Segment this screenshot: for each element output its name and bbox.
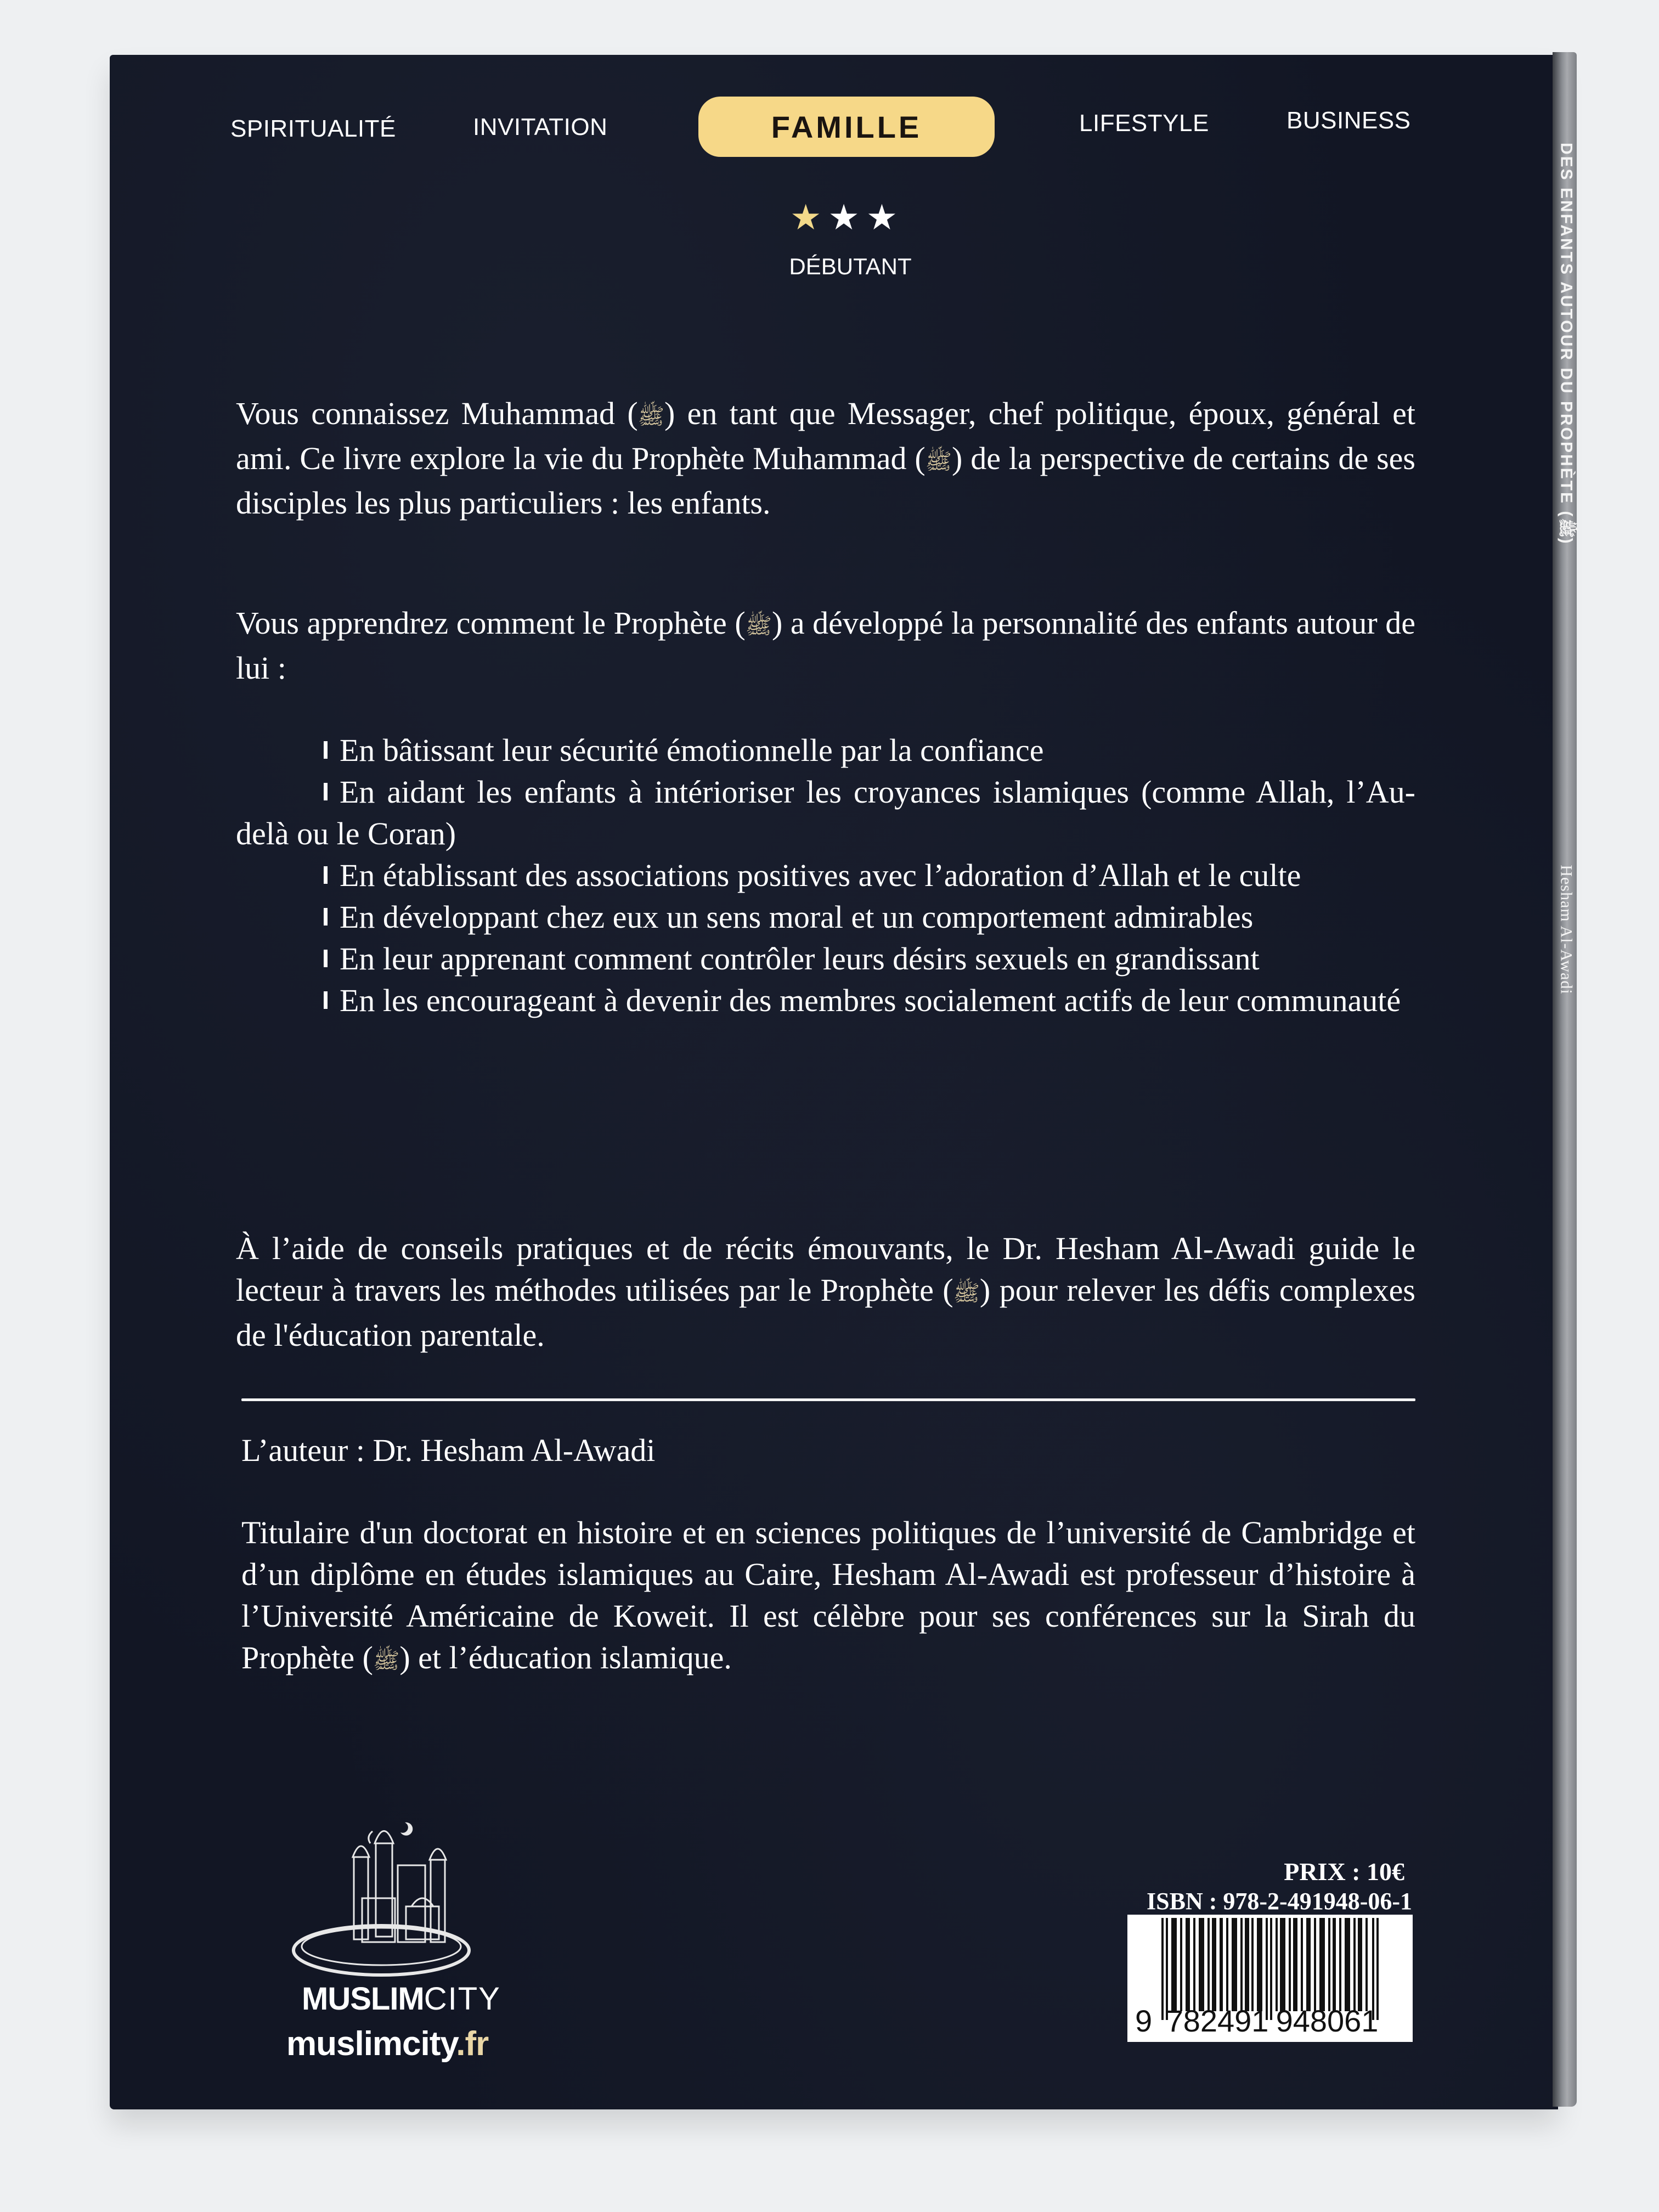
publisher-url <box>286 2024 488 2063</box>
level-stars <box>790 200 898 235</box>
description-paragraph-3 <box>236 1228 1415 1356</box>
honorific-icon: ﷺ <box>745 613 772 639</box>
category-invitation: INVITATION <box>473 114 608 140</box>
brand-bold: MUSLIM <box>302 1981 424 2017</box>
url-main: muslimcity <box>286 2025 456 2063</box>
muslimcity-mosque-logo-icon <box>288 1810 475 1980</box>
book-back-cover <box>110 55 1558 2109</box>
text: À l’aide de conseils pratiques et de récits émouvants, le Dr. Hesham Al-Awadi guide le lecteur à travers les méthodes utilisées par le Prophète ( <box>236 1231 1415 1308</box>
category-spiritualite: SPIRITUALITÉ <box>230 115 396 142</box>
barcode-digits <box>1135 2003 1405 2039</box>
author-heading: L’auteur : Dr. Hesham Al-Awadi <box>241 1432 656 1468</box>
star-icon: ★ <box>866 198 898 237</box>
star-filled-icon: ★ <box>790 198 822 237</box>
text: Vous connaissez Muhammad ( <box>236 396 638 431</box>
barcode-digits-left: 782491 <box>1166 2004 1269 2038</box>
publisher-brand <box>302 1980 501 2017</box>
description-paragraph-1 <box>236 393 1415 524</box>
list-item <box>236 730 1415 771</box>
list-item <box>236 896 1415 938</box>
price-label: PRIX : 10€ <box>1284 1858 1404 1886</box>
text: ) de la perspective de certains de ses disciples les plus particuliers : les enfants. <box>236 440 1415 521</box>
category-business: BUSINESS <box>1286 107 1411 134</box>
spine-title: DES ENFANTS AUTOUR DU PROPHÈTE (ﷺ) <box>1557 143 1576 545</box>
category-lifestyle: LIFESTYLE <box>1079 110 1209 137</box>
bullet-icon <box>324 991 328 1009</box>
brand-light: CITY <box>424 1981 501 2017</box>
barcode <box>1127 1915 1413 2042</box>
isbn-label: ISBN : 978-2-491948-06-1 <box>1147 1888 1412 1915</box>
list-item <box>236 855 1415 896</box>
list-item-text: En les encourageant à devenir des membres socialement actifs de leur communauté <box>340 983 1401 1018</box>
spine-author: Hesham Al-Awadi <box>1557 865 1576 995</box>
level-label: DÉBUTANT <box>789 253 912 279</box>
honorific-icon: ﷺ <box>925 449 952 474</box>
barcode-digit-prefix: 9 <box>1135 2004 1153 2038</box>
category-famille-active: FAMILLE <box>698 97 995 157</box>
text: Titulaire d'un doctorat en histoire et en sciences politiques de l’université de Cambridge et d’un diplôme en études islamiques au Caire, Hesham Al-Awadi est professeur d’histoire à l’Université Américaine de Koweit. Il est célèbre pour ses conférences sur la Sirah du Prophète ( <box>241 1515 1415 1675</box>
url-tld: .fr <box>456 2025 489 2063</box>
bullet-icon <box>324 866 328 884</box>
benefits-list <box>236 730 1415 1022</box>
star-icon: ★ <box>828 198 860 237</box>
bullet-icon <box>324 950 328 967</box>
list-item <box>236 771 1415 855</box>
list-item-text: En aidant les enfants à intérioriser les croyances islamiques (comme Allah, l’Au-delà ou le Coran) <box>236 774 1415 851</box>
list-item-text: En bâtissant leur sécurité émotionnelle par la confiance <box>340 732 1044 768</box>
text: ) et l’éducation islamique. <box>399 1640 732 1675</box>
spine-text <box>1553 143 1577 995</box>
bullet-icon <box>324 908 328 926</box>
description-paragraph-2 <box>236 602 1415 689</box>
list-item-text: En leur apprenant comment contrôler leurs désirs sexuels en grandissant <box>340 941 1260 977</box>
honorific-icon: ﷺ <box>373 1648 400 1673</box>
section-divider <box>241 1398 1415 1401</box>
honorific-icon: ﷺ <box>953 1280 980 1306</box>
list-item <box>236 938 1415 980</box>
bullet-icon <box>324 783 328 800</box>
bullet-icon <box>324 741 328 759</box>
barcode-digits-right: 948061 <box>1276 2004 1379 2038</box>
list-item <box>236 980 1415 1022</box>
list-item-text: En développant chez eux un sens moral et un comportement admirables <box>340 899 1254 935</box>
honorific-icon: ﷺ <box>637 404 664 429</box>
text: ) a développé la personnalité des enfants autour de lui : <box>236 605 1415 686</box>
text: Vous apprendrez comment le Prophète ( <box>236 605 746 641</box>
list-item-text: En établissant des associations positives avec l’adoration d’Allah et le culte <box>340 857 1301 893</box>
text: ) pour relever les défis complexes de l'éducation parentale. <box>236 1272 1415 1353</box>
text: ) en tant que Messager, chef politique, époux, général et ami. Ce livre explore la vie du Prophète Muhammad ( <box>236 396 1416 476</box>
author-bio <box>241 1512 1415 1682</box>
